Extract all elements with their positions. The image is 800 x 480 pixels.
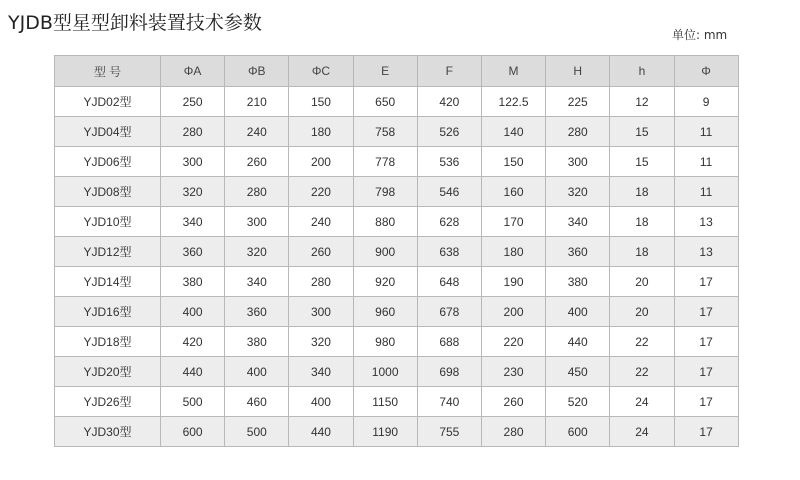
- model-cell: YJD02型: [55, 87, 161, 117]
- value-cell: 18: [610, 177, 674, 207]
- value-cell: 150: [289, 87, 353, 117]
- value-cell: 24: [610, 387, 674, 417]
- value-cell: 500: [225, 417, 289, 447]
- table-row: [55, 327, 739, 357]
- model-cell: YJD20型: [55, 357, 161, 387]
- value-cell: 140: [481, 117, 545, 147]
- value-cell: 20: [610, 267, 674, 297]
- value-cell: 650: [353, 87, 417, 117]
- value-cell: 280: [161, 117, 225, 147]
- value-cell: 798: [353, 177, 417, 207]
- model-cell: YJD26型: [55, 387, 161, 417]
- value-cell: 420: [161, 327, 225, 357]
- value-cell: 380: [546, 267, 610, 297]
- column-header: Φ: [674, 56, 738, 87]
- value-cell: 1190: [353, 417, 417, 447]
- value-cell: 758: [353, 117, 417, 147]
- value-cell: 520: [546, 387, 610, 417]
- model-cell: YJD06型: [55, 147, 161, 177]
- header-row: [55, 56, 739, 87]
- value-cell: 340: [546, 207, 610, 237]
- document-title: YJDB型星型卸料装置技术参数: [8, 12, 262, 34]
- value-cell: 230: [481, 357, 545, 387]
- column-header: ΦA: [161, 56, 225, 87]
- value-cell: 250: [161, 87, 225, 117]
- value-cell: 698: [417, 357, 481, 387]
- table-row: [55, 117, 739, 147]
- value-cell: 12: [610, 87, 674, 117]
- value-cell: 628: [417, 207, 481, 237]
- value-cell: 18: [610, 237, 674, 267]
- value-cell: 210: [225, 87, 289, 117]
- column-header: E: [353, 56, 417, 87]
- value-cell: 400: [161, 297, 225, 327]
- table-header: [55, 56, 739, 87]
- value-cell: 11: [674, 117, 738, 147]
- value-cell: 9: [674, 87, 738, 117]
- value-cell: 500: [161, 387, 225, 417]
- model-cell: YJD16型: [55, 297, 161, 327]
- value-cell: 440: [546, 327, 610, 357]
- value-cell: 180: [289, 117, 353, 147]
- value-cell: 440: [161, 357, 225, 387]
- table-row: [55, 147, 739, 177]
- value-cell: 300: [289, 297, 353, 327]
- value-cell: 280: [546, 117, 610, 147]
- value-cell: 360: [225, 297, 289, 327]
- model-cell: YJD14型: [55, 267, 161, 297]
- value-cell: 400: [225, 357, 289, 387]
- value-cell: 240: [225, 117, 289, 147]
- value-cell: 15: [610, 117, 674, 147]
- column-header: ΦC: [289, 56, 353, 87]
- spec-table: [54, 55, 739, 447]
- column-header: ΦB: [225, 56, 289, 87]
- value-cell: 160: [481, 177, 545, 207]
- value-cell: 24: [610, 417, 674, 447]
- value-cell: 22: [610, 327, 674, 357]
- table-row: [55, 387, 739, 417]
- column-header: 型 号: [55, 56, 161, 87]
- value-cell: 225: [546, 87, 610, 117]
- value-cell: 300: [546, 147, 610, 177]
- value-cell: 17: [674, 357, 738, 387]
- value-cell: 340: [225, 267, 289, 297]
- value-cell: 320: [546, 177, 610, 207]
- value-cell: 200: [289, 147, 353, 177]
- value-cell: 960: [353, 297, 417, 327]
- table-row: [55, 237, 739, 267]
- value-cell: 13: [674, 237, 738, 267]
- column-header: h: [610, 56, 674, 87]
- value-cell: 190: [481, 267, 545, 297]
- value-cell: 420: [417, 87, 481, 117]
- value-cell: 17: [674, 297, 738, 327]
- value-cell: 280: [289, 267, 353, 297]
- value-cell: 260: [289, 237, 353, 267]
- value-cell: 360: [546, 237, 610, 267]
- value-cell: 17: [674, 387, 738, 417]
- value-cell: 220: [481, 327, 545, 357]
- value-cell: 380: [225, 327, 289, 357]
- value-cell: 220: [289, 177, 353, 207]
- value-cell: 240: [289, 207, 353, 237]
- table-row: [55, 417, 739, 447]
- value-cell: 260: [481, 387, 545, 417]
- value-cell: 340: [161, 207, 225, 237]
- value-cell: 17: [674, 267, 738, 297]
- value-cell: 460: [225, 387, 289, 417]
- model-cell: YJD12型: [55, 237, 161, 267]
- table-row: [55, 177, 739, 207]
- column-header: M: [481, 56, 545, 87]
- unit-label: 单位: mm: [672, 28, 728, 42]
- value-cell: 260: [225, 147, 289, 177]
- value-cell: 13: [674, 207, 738, 237]
- value-cell: 200: [481, 297, 545, 327]
- value-cell: 678: [417, 297, 481, 327]
- value-cell: 600: [161, 417, 225, 447]
- value-cell: 15: [610, 147, 674, 177]
- value-cell: 440: [289, 417, 353, 447]
- value-cell: 280: [225, 177, 289, 207]
- value-cell: 1000: [353, 357, 417, 387]
- table-row: [55, 357, 739, 387]
- value-cell: 648: [417, 267, 481, 297]
- value-cell: 280: [481, 417, 545, 447]
- table-row: [55, 267, 739, 297]
- value-cell: 600: [546, 417, 610, 447]
- model-cell: YJD04型: [55, 117, 161, 147]
- model-cell: YJD08型: [55, 177, 161, 207]
- value-cell: 20: [610, 297, 674, 327]
- column-header: H: [546, 56, 610, 87]
- value-cell: 1150: [353, 387, 417, 417]
- value-cell: 526: [417, 117, 481, 147]
- value-cell: 778: [353, 147, 417, 177]
- table-body: [55, 87, 739, 447]
- value-cell: 920: [353, 267, 417, 297]
- value-cell: 400: [546, 297, 610, 327]
- value-cell: 900: [353, 237, 417, 267]
- table-row: [55, 297, 739, 327]
- model-cell: YJD18型: [55, 327, 161, 357]
- value-cell: 340: [289, 357, 353, 387]
- value-cell: 638: [417, 237, 481, 267]
- value-cell: 400: [289, 387, 353, 417]
- model-cell: YJD10型: [55, 207, 161, 237]
- value-cell: 688: [417, 327, 481, 357]
- value-cell: 150: [481, 147, 545, 177]
- table-row: [55, 207, 739, 237]
- table-row: [55, 87, 739, 117]
- value-cell: 546: [417, 177, 481, 207]
- value-cell: 320: [289, 327, 353, 357]
- value-cell: 17: [674, 417, 738, 447]
- value-cell: 755: [417, 417, 481, 447]
- value-cell: 320: [225, 237, 289, 267]
- value-cell: 740: [417, 387, 481, 417]
- value-cell: 380: [161, 267, 225, 297]
- value-cell: 536: [417, 147, 481, 177]
- value-cell: 17: [674, 327, 738, 357]
- value-cell: 450: [546, 357, 610, 387]
- value-cell: 11: [674, 177, 738, 207]
- value-cell: 22: [610, 357, 674, 387]
- value-cell: 122.5: [481, 87, 545, 117]
- column-header: F: [417, 56, 481, 87]
- value-cell: 300: [161, 147, 225, 177]
- value-cell: 11: [674, 147, 738, 177]
- value-cell: 170: [481, 207, 545, 237]
- value-cell: 360: [161, 237, 225, 267]
- value-cell: 18: [610, 207, 674, 237]
- value-cell: 980: [353, 327, 417, 357]
- value-cell: 880: [353, 207, 417, 237]
- model-cell: YJD30型: [55, 417, 161, 447]
- spec-table-container: [54, 55, 738, 447]
- value-cell: 300: [225, 207, 289, 237]
- value-cell: 180: [481, 237, 545, 267]
- value-cell: 320: [161, 177, 225, 207]
